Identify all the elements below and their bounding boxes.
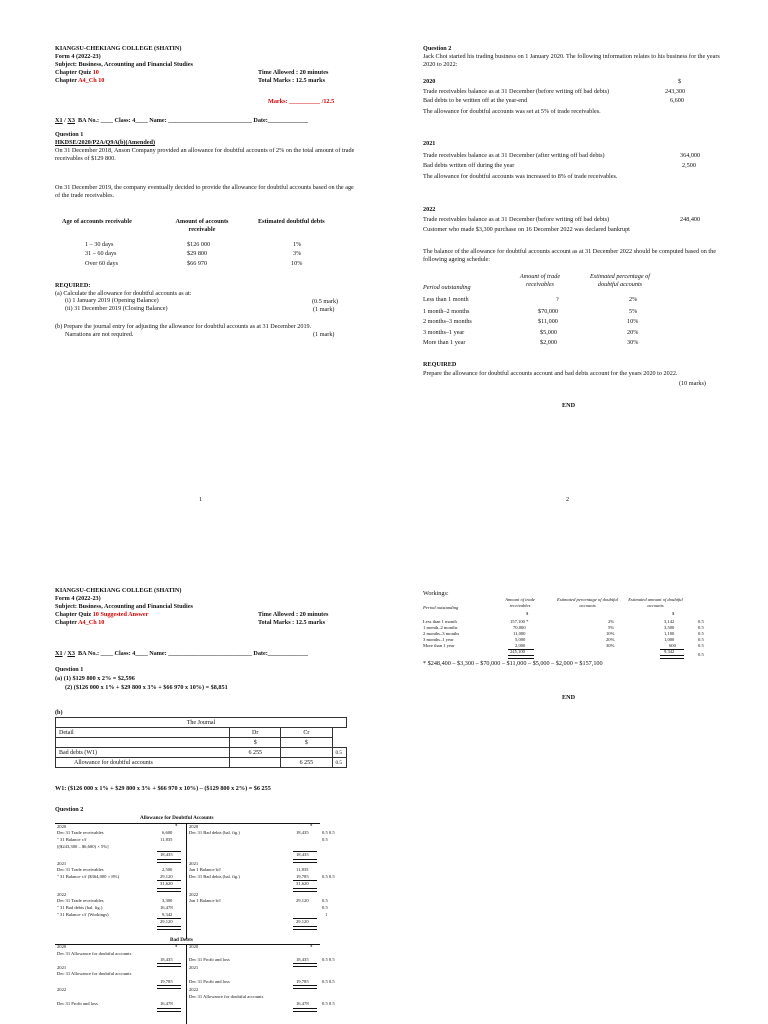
ageing-row-3-amount: $11,000 <box>538 318 558 325</box>
required-mark-2: (10 marks) <box>679 380 706 387</box>
ada-right-4: Jan 1 Balance b/f <box>189 867 221 872</box>
required-b-2: Narrations are not required. <box>65 331 134 338</box>
ageing-row-4-pct: 20% <box>627 329 639 336</box>
workings-row-2-period: 1 month–2 months <box>423 625 458 630</box>
workings-row-5-pct: 30% <box>606 643 615 648</box>
answer-q1-a-2: (2) ($126 000 x 1% + $29 800 x 3% + $66 970 x 10%) = $8,851 <box>65 684 228 691</box>
workings-footnote: * $248,400 – $3,300 – $70,000 – $11,000 – $5,000 – $2,000 = $157,100 <box>423 660 603 667</box>
ada-left-3: " 31 Balance c/f <box>57 837 87 842</box>
info-2020-a-value: 243,300 <box>665 88 686 95</box>
journal-dr-dollar: $ <box>230 738 281 748</box>
ageing-row-5-amount: $2,000 <box>540 339 558 346</box>
answer-q1-b-label: (b) <box>55 709 63 716</box>
ada-mark-4: 0.5 <box>322 898 328 903</box>
ada-right-5: Dec 31 Bad debts (bal. fig.) <box>189 874 240 879</box>
workings-row-1-mark: 0.5 <box>698 619 704 624</box>
ageing-row-1-period: Less than 1 month <box>423 296 469 303</box>
year-2021: 2021 <box>423 140 436 147</box>
workings-row-3-mark: 0.5 <box>698 631 704 636</box>
ada-dollar-right: $ <box>310 822 313 827</box>
year-2020: 2020 <box>423 78 436 85</box>
quiz-line-ans: Chapter Quiz 10 Suggested Answer <box>55 611 149 618</box>
school-name: KIANGSU-CHEKIANG COLLEGE (SHATIN) <box>55 45 182 52</box>
journal-header-detail: Detail <box>56 728 230 738</box>
workings-row-1-period: Less than 1 month <box>423 619 457 624</box>
workings-row-2-amount: 70,000 <box>513 625 526 630</box>
workings-row-4-pct: 20% <box>606 637 615 642</box>
ada-left-9: Dec 31 Trade receivables <box>57 898 104 903</box>
workings-dollar-amount: $ <box>526 611 529 616</box>
ada-left-amt-2: 11,835 <box>160 837 173 842</box>
workings-row-4-amount: 5,000 <box>515 637 526 642</box>
age-row-1-pct: 1% <box>293 241 302 248</box>
subject-line-ans: Subject: Business, Accounting and Financial Studies <box>55 603 193 610</box>
quiz-line: Chapter Quiz 10 <box>55 69 99 76</box>
required-b-mark: (1 mark) <box>313 331 335 338</box>
workings-row-3-pct: 10% <box>606 631 615 636</box>
bd-row-2-right: Dec 31 Profit and loss <box>189 957 230 962</box>
time-allowed: Time Allowed : 20 minutes <box>258 69 329 76</box>
bd-mark-1: 0.5 0.5 <box>322 957 335 962</box>
info-2021-a: Trade receivables balance as at 31 December (after writing off bad debts) <box>423 152 605 159</box>
bd-row-2-left-amt: 18,435 <box>160 957 173 962</box>
workings-row-1-est: 3,142 <box>664 619 675 624</box>
info-2022-c: The balance of the allowance for doubtful accounts account as at 31 December 2022 should be computed based on the following ageing schedule: <box>423 248 716 264</box>
end-label-4: END <box>562 694 576 701</box>
ada-left-1: 2020 <box>57 824 67 829</box>
workings-header-est: Estimated amount of doubtful accounts <box>628 597 683 608</box>
answer-q1-a-1: (a) (1) $129 800 x 2% = $2,596 <box>55 675 135 682</box>
ada-right-2: Dec 31 Bad debts (bal. fig.) <box>189 830 240 835</box>
workings-row-3-est: 1,100 <box>664 631 675 636</box>
info-2022-a: Trade receivables balance as at 31 December (before writing off bad debts) <box>423 216 610 223</box>
ageing-row-3-period: 2 months–3 months <box>423 318 472 325</box>
bd-row-3-left: 2021 <box>57 965 67 970</box>
ada-right-amt-6: 29,120 <box>296 898 309 903</box>
info-2021-c: The allowance for doubtful accounts was increased to 8% of trade receivables. <box>423 173 618 180</box>
workings-total-amount: 245,100 <box>510 649 525 654</box>
form-line-ans: Form 4 (2022-23) <box>55 595 101 602</box>
ada-right-amt-4: 19,785 <box>296 874 309 879</box>
question-2-intro: Jack Choi started his trading business on 1 January 2020. The following information relates to his business for the years 2020 to 2022: <box>423 53 720 69</box>
ada-mark-2: 0.5 <box>322 837 328 842</box>
bd-mark-3: 0.5 0.5 <box>322 1001 335 1006</box>
info-2020-b-value: 6,600 <box>670 97 684 104</box>
bd-row-6-left-amt: 16,478 <box>160 1001 173 1006</box>
journal-row-1-mark: 0.5 <box>332 748 347 758</box>
ageing-row-4-amount: $5,000 <box>540 329 558 336</box>
ada-right-amt-5: 31,620 <box>296 881 309 886</box>
required-label-2: REQUIRED <box>423 361 457 368</box>
ada-left-8: 2022 <box>57 892 67 897</box>
journal-header-dr: Dr <box>230 728 281 738</box>
workings-row-5-period: More than 1 year <box>423 643 455 648</box>
bd-row-1-left: 2020 <box>57 944 67 949</box>
ada-left-amt-3: 18,435 <box>160 852 173 857</box>
ada-left-amt-9: 9,342 <box>162 912 173 917</box>
journal-header-cr: Cr <box>281 728 332 738</box>
bd-row-1-right: 2020 <box>189 944 199 949</box>
workings-label: Workings: <box>423 590 449 597</box>
workings-total-est: 9,342 <box>664 649 675 654</box>
answer-q1-title: Question 1 <box>55 666 84 673</box>
bd-dollar-right: $ <box>310 943 313 948</box>
ageing-row-2-pct: 5% <box>629 308 638 315</box>
bd-row-5-right: 2022 <box>189 987 199 992</box>
age-table-header-1: Age of accounts receivable <box>62 218 132 225</box>
workings-header-pct: Estimated percentage of doubtful accounts <box>557 597 618 608</box>
ada-dollar-left: $ <box>175 822 178 827</box>
required-a-ii: (ii) 31 December 2019 (Closing Balance) <box>65 305 168 312</box>
ada-right-amt-1: 18,435 <box>296 830 309 835</box>
bd-row-2-left: Dec 31 Allowance for doubtful accounts <box>57 951 132 956</box>
ageing-row-1-pct: 2% <box>629 296 638 303</box>
ageing-row-3-pct: 10% <box>627 318 639 325</box>
ada-left-amt-1: 6,600 <box>162 830 173 835</box>
ada-title: Allowance for Doubtful Accounts <box>140 815 214 821</box>
journal-cr-dollar: $ <box>281 738 332 748</box>
workings-header-period: Period outstanding <box>423 605 459 610</box>
info-2020-a: Trade receivables balance as at 31 December (before writing off bad debts) <box>423 88 610 95</box>
form-line: Form 4 (2022-23) <box>55 53 101 60</box>
journal-row-2-detail: Allowance for doubtful accounts <box>56 758 230 768</box>
ada-left-amt-6: 31,620 <box>160 881 173 886</box>
ada-left-amt-5: 29,120 <box>160 874 173 879</box>
workings-row-1-pct: 2% <box>608 619 615 624</box>
ada-right-amt-7: 29,120 <box>296 919 309 924</box>
bd-row-4-right: Dec 31 Profit and loss <box>189 979 230 984</box>
subject-line: Subject: Business, Accounting and Financial Studies <box>55 61 193 68</box>
age-row-2-label: 31 – 60 days <box>85 250 117 257</box>
age-row-3-pct: 10% <box>291 260 303 267</box>
bd-mark-2: 0.5 0.5 <box>322 979 335 984</box>
bd-row-4-left: Dec 31 Allowance for doubtful accounts <box>57 971 132 976</box>
workings-row-4-est: 1,000 <box>664 637 675 642</box>
ada-left-4: [($243,300 – $6,600) × 5%] <box>57 844 109 849</box>
ageing-row-5-period: More than 1 year <box>423 339 466 346</box>
age-table-header-3: Estimated doubtful debts <box>258 218 325 225</box>
journal-table <box>55 717 347 768</box>
workings-row-5-est: 600 <box>669 643 676 648</box>
ada-mark-6: 1 <box>325 912 328 917</box>
question-1-title: Question 1 <box>55 131 84 138</box>
bd-row-4-left-amt: 19,785 <box>160 979 173 984</box>
workings-total-mark: 0.5 <box>698 652 704 657</box>
ada-right-7: Jan 1 Balance b/f <box>189 898 221 903</box>
question-1-para-1: On 31 December 2018, Anson Company provided an allowance for doubtful accounts of 2% on the total amount of trade receivables of $129 800. <box>55 147 355 163</box>
workings-row-1-amount: 157,100 * <box>510 619 529 624</box>
ada-mark-5: 0.5 <box>322 905 328 910</box>
workings-row-2-est: 3,500 <box>664 625 675 630</box>
required-a-i: (i) 1 January 2019 (Opening Balance) <box>65 297 159 304</box>
age-table-header-2: Amount of accounts receivable <box>175 218 229 234</box>
age-row-2-pct: 3% <box>293 250 302 257</box>
ada-left-amt-10: 29,120 <box>160 919 173 924</box>
info-2020-b: Bad debts to be written off at the year-end <box>423 97 528 104</box>
workings-row-2-mark: 0.5 <box>698 625 704 630</box>
marks-field: Marks: __________ /12.5 <box>268 98 335 105</box>
journal-row-2-mark: 0.5 <box>332 758 347 768</box>
ada-right-1: 2020 <box>189 824 199 829</box>
workings-row-5-mark: 0.5 <box>698 643 704 648</box>
ada-right-amt-3: 11,835 <box>296 867 309 872</box>
journal-title: The Journal <box>56 718 347 728</box>
question-2-title: Question 2 <box>423 45 452 52</box>
workings-row-2-pct: 5% <box>608 625 615 630</box>
journal-row-1-detail: Bad debts (W1) <box>56 748 230 758</box>
dollar-header: $ <box>678 78 682 85</box>
total-marks: Total Marks : 12.5 marks <box>258 77 325 84</box>
required-text-2: Prepare the allowance for doubtful accounts account and bad debts account for the years 2020 to 2022. <box>423 370 678 377</box>
total-marks-ans: Total Marks : 12.5 marks <box>258 619 325 626</box>
question-1-para-2: On 31 December 2019, the company eventually decided to provide the allowance for doubtful accounts based on the age of the trade receivables. <box>55 184 354 200</box>
working-w1: W1: ($126 000 x 1% + $29 800 x 3% + $66 970 x 10%) – ($129 800 x 2%) = $6 255 <box>55 785 271 792</box>
ada-mark-3: 0.5 0.5 <box>322 874 335 879</box>
bd-row-6-right-amt: 16,478 <box>296 1001 309 1006</box>
bd-row-6-right: Dec 31 Allowance for doubtful accounts <box>189 994 264 999</box>
ada-right-3: 2021 <box>189 861 199 866</box>
journal-row-1-dr: 6 255 <box>230 748 281 758</box>
student-info-line-ans: X1 / X3 BA No.: ____ Class: 4____ Name: ___________________________ Date:_____________ <box>55 650 309 657</box>
student-info-line: X1 / X3 BA No.: ____ Class: 4____ Name: ___________________________ Date:_____________ <box>55 117 309 124</box>
ada-left-amt-8: 16,478 <box>160 905 173 910</box>
bd-row-5-left: 2022 <box>57 987 67 992</box>
time-allowed-ans: Time Allowed : 20 minutes <box>258 611 329 618</box>
ageing-header-pct: Estimated percentage of doubtful accounts <box>590 273 650 289</box>
info-2022-b: Customer who made $3,300 purchase on 16 December 2022 was declared bankrupt <box>423 226 630 233</box>
workings-row-3-amount: 11,000 <box>513 631 526 636</box>
workings-row-3-period: 2 months–3 months <box>423 631 460 636</box>
journal-row-2-cr: 6 255 <box>281 758 332 768</box>
required-label: REQUIRED: <box>55 282 91 289</box>
ageing-row-2-period: 1 month–2 months <box>423 308 470 315</box>
ada-left-11: " 31 Balance c/f (Workings) <box>57 912 109 917</box>
ageing-header-period: Period outstanding <box>423 284 471 291</box>
end-label-2: END <box>562 402 576 409</box>
info-2021-b-value: 2,500 <box>682 162 696 169</box>
age-row-3-amount: $66 970 <box>187 260 208 267</box>
workings-row-4-period: 3 months–1 year <box>423 637 454 642</box>
bd-row-3-right: 2021 <box>189 965 199 970</box>
age-row-3-label: Over 60 days <box>85 260 118 267</box>
school-name-ans: KIANGSU-CHEKIANG COLLEGE (SHATIN) <box>55 587 182 594</box>
bd-title: Bad Debts <box>170 937 193 943</box>
ada-left-6: Dec 31 Trade receivables <box>57 867 104 872</box>
info-2021-b: Bad debts written off during the year <box>423 162 515 169</box>
page-number-2: 2 <box>566 496 570 503</box>
ageing-row-4-period: 3 months–1 year <box>423 329 465 336</box>
journal-row-1-cr <box>281 748 332 758</box>
ada-left-7: " 31 Balance c/f ($364,000 × 8%) <box>57 874 119 879</box>
ada-mark-1: 0.5 0.5 <box>322 830 335 835</box>
workings-row-4-mark: 0.5 <box>698 637 704 642</box>
ageing-row-1-amount: ? <box>556 296 559 303</box>
age-row-1-amount: $126 000 <box>187 241 211 248</box>
bd-dollar-left: $ <box>175 943 178 948</box>
workings-row-5-amount: 2,000 <box>515 643 526 648</box>
year-2022: 2022 <box>423 206 436 213</box>
ageing-row-2-amount: $70,000 <box>538 308 559 315</box>
chapter-line: Chapter A4_Ch 10 <box>55 77 105 84</box>
ada-left-5: 2021 <box>57 861 67 866</box>
required-a-ii-mark: (1 mark) <box>313 306 335 313</box>
ada-left-amt-4: 2,500 <box>162 867 173 872</box>
ada-left-amt-7: 3,300 <box>162 898 173 903</box>
ageing-header-amount: Amount of trade receivables <box>519 273 561 289</box>
required-a: (a) Calculate the allowance for doubtful accounts as at: <box>55 290 192 297</box>
ada-left-2: Dec 31 Trade receivables <box>57 830 104 835</box>
question-1-ref: HKDSE/2020/P2A/Q9A(b)(Amended) <box>55 139 156 146</box>
workings-dollar-est: $ <box>672 611 675 616</box>
age-row-1-label: 1 – 30 days <box>85 241 114 248</box>
ada-left-10: " 31 Bad debts (bal. fig.) <box>57 905 103 910</box>
chapter-line-ans: Chapter A4_Ch 10 <box>55 619 105 626</box>
bd-row-2-right-amt: 18,435 <box>296 957 309 962</box>
info-2022-a-value: 248,400 <box>680 216 701 223</box>
ada-right-amt-2: 18,435 <box>296 852 309 857</box>
bd-row-4-right-amt: 19,785 <box>296 979 309 984</box>
page-number-1: 1 <box>199 496 203 503</box>
answer-q2-title: Question 2 <box>55 806 84 813</box>
journal-row-2-dr <box>230 758 281 768</box>
ageing-row-5-pct: 30% <box>627 339 639 346</box>
bd-row-6-left: Dec 31 Profit and loss <box>57 1001 98 1006</box>
info-2020-c: The allowance for doubtful accounts was set at 5% of trade receivables. <box>423 108 601 115</box>
age-row-2-amount: $29 800 <box>187 250 208 257</box>
required-a-i-mark: (0.5 mark) <box>312 298 339 305</box>
info-2021-a-value: 364,000 <box>680 152 701 159</box>
ada-right-6: 2022 <box>189 892 199 897</box>
required-b: (b) Prepare the journal entry for adjusting the allowance for doubtful accounts as at 31 December 2019. <box>55 323 312 330</box>
workings-header-amount: Amount of trade receivables <box>505 597 535 608</box>
